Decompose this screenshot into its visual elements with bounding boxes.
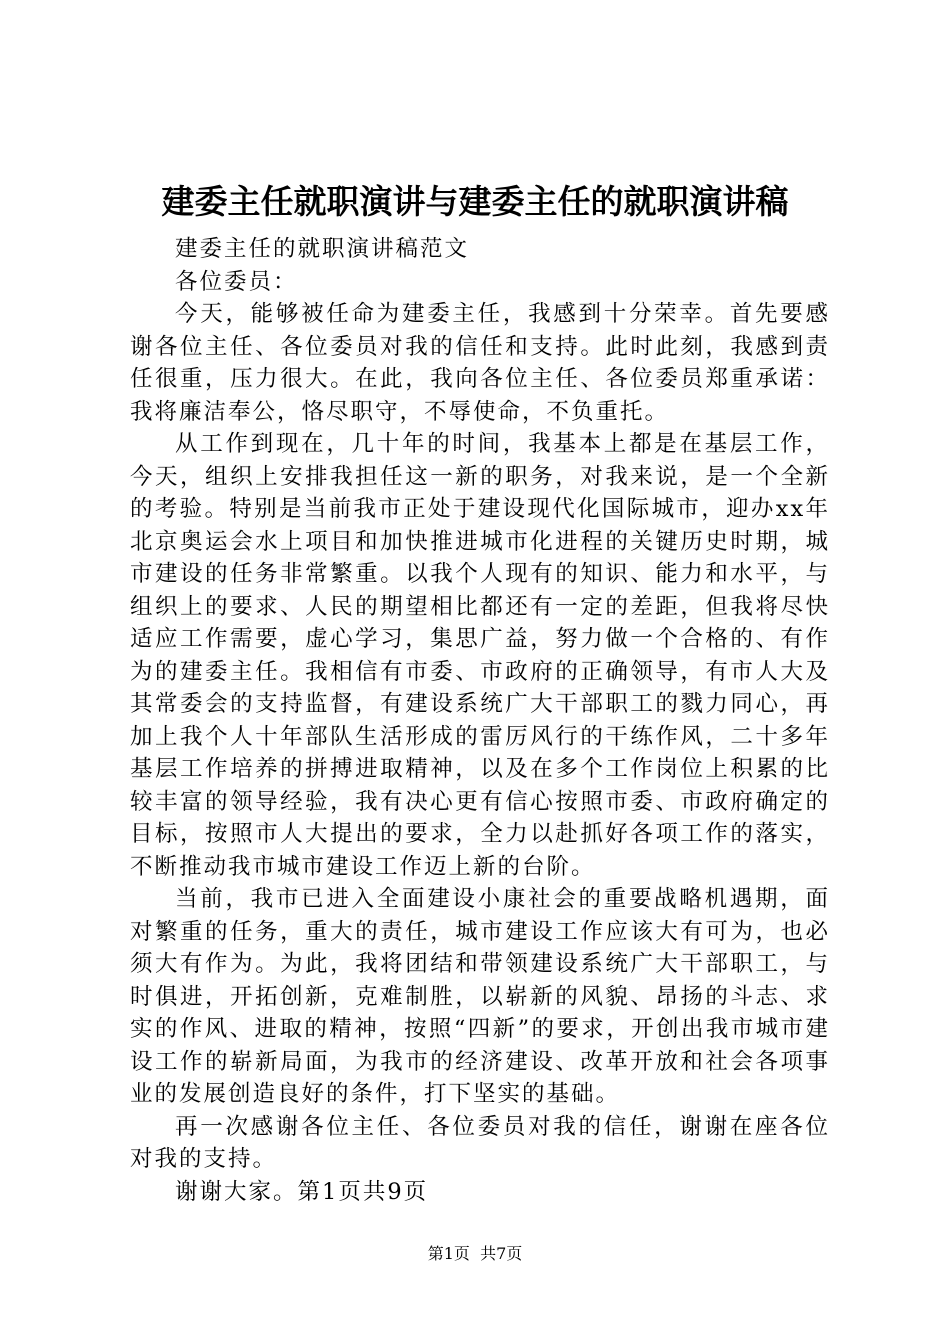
- body-paragraph-4: 再一次感谢各位主任、各位委员对我的信任，谢谢在座各位对我的支持。: [130, 1113, 830, 1172]
- document-title: 建委主任就职演讲与建委主任的就职演讲稿: [161, 182, 789, 221]
- salutation-line: 各位委员：: [175, 268, 298, 295]
- body-paragraph-1: 今天，能够被任命为建委主任，我感到十分荣幸。首先要感谢各位主任、各位委员对我的信任和支持。此时此刻，我感到责任很重，压力很大。在此，我向各位主任、各位委员郑重承诺：我将廉洁奉公，恪尽职守，不辱使命，不负重托。: [130, 301, 830, 425]
- subtitle-line: 建委主任的就职演讲稿范文: [175, 236, 470, 262]
- body-paragraph-3: 当前，我市已进入全面建设小康社会的重要战略机遇期，面对繁重的任务，重大的责任，城市建设工作应该大有可为，也必须大有作为。为此，我将团结和带领建设系统广大干部职工，与时俱进，开拓创新，克难制胜，以崭新的风貌、昂扬的斗志、求实的作风、进取的精神，按照“四新”的要求，开创出我市城市建设工作的崭新局面，为我市的经济建设、改革开放和社会各项事业的发展创造良好的条件，打下坚实的基础。: [130, 886, 830, 1107]
- closing-line: 谢谢大家。第1页共9页: [175, 1178, 429, 1205]
- document-body: [130, 233, 830, 1208]
- page-footer: 第1页 共7页: [427, 1244, 523, 1263]
- body-paragraph-2: 从工作到现在，几十年的时间，我基本上都是在基层工作，今天，组织上安排我担任这一新的职务，对我来说，是一个全新的考验。特别是当前我市正处于建设现代化国际城市，迎办xx年北京奥运会水上项目和加快推进城市化进程的关键历史时期，城市建设的任务非常繁重。以我个人现有的知识、能力和水平，与组织上的要求、人民的期望相比都还有一定的差距，但我将尽快适应工作需要，虚心学习，集思广益，努力做一个合格的、有作为的建委主任。我相信有市委、市政府的正确领导，有市人大及其常委会的支持监督，有建设系统广大干部职工的戮力同心，再加上我个人十年部队生活形成的雷厉风行的干练作风，二十多年基层工作培养的拼搏进取精神，以及在多个工作岗位上积累的比较丰富的领导经验，我有决心更有信心按照市委、市政府确定的目标，按照市人大提出的要求，全力以赴抓好各项工作的落实，不断推动我市城市建设工作迈上新的台阶。: [130, 431, 830, 880]
